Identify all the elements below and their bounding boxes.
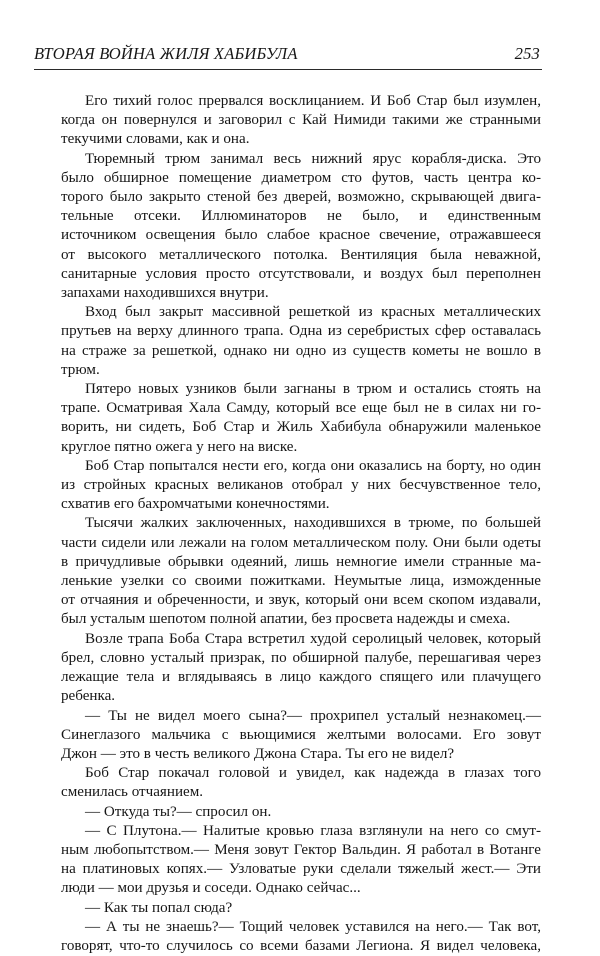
paragraph <box>61 764 541 802</box>
text-line: ленькие узелки со своими пожитками. Неумытые лица, изможденные <box>61 573 541 590</box>
text-line: торого было закрыто стеной без дверей, возможно, скрывающей двига- <box>61 189 541 206</box>
body-text <box>61 92 541 956</box>
text-line: когда он повернулся и заговорил с Кай Нимиди такими же странными <box>61 112 541 129</box>
text-line: Синеглазого мальчика с вьющимися желтыми волосами. Его зовут <box>61 726 541 743</box>
paragraph <box>61 918 541 956</box>
paragraph <box>61 150 541 304</box>
text-line: люди — мои друзья и соседи. Однако сейчас... <box>61 880 361 897</box>
text-line: — Откуда ты?— спросил он. <box>85 803 272 820</box>
paragraph <box>61 899 541 918</box>
paragraph <box>61 303 541 380</box>
text-line: Возле трапа Боба Стара встретил худой серолицый человек, который <box>85 630 541 647</box>
text-line: — С Плутона.— Налитые кровью глаза взглянули на него со смут- <box>85 822 541 839</box>
text-line: на платиновых копях.— Узловатые руки сделали тяжелый жест.— Эти <box>61 861 541 878</box>
paragraph <box>61 707 541 765</box>
text-line: Тюремный трюм занимал весь нижний ярус корабля-диска. Это <box>85 150 541 167</box>
paragraph <box>61 92 541 150</box>
text-line: схватив его бахромчатыми конечностями. <box>61 496 330 513</box>
text-line: тельные отсеки. Иллюминаторов не было, и единственным <box>61 208 541 225</box>
text-line: части сидели или лежали на голом металлическом полу. Они были одеты <box>61 534 541 551</box>
text-line: — А ты не знаешь?— Тощий человек уставился на него.— Так вот, <box>85 918 541 935</box>
paragraph <box>61 380 541 457</box>
text-line: был усталым шепотом полной апатии, без просвета надежды и смеха. <box>61 611 511 628</box>
text-line: — Как ты попал сюда? <box>85 899 233 916</box>
text-line: Боб Стар попытался нести его, когда они оказались на борту, но один <box>85 457 541 474</box>
text-line: брел, словно усталый призрак, по обширной палубе, перешагивая через <box>61 649 541 666</box>
text-line: Тысячи жалких заключенных, находившихся в трюме, по большей <box>85 515 541 532</box>
text-line: на страже за решеткой, однако ни одно из существ кометы не вошло в <box>61 342 541 359</box>
text-line: — Ты не видел моего сына?— прохрипел усталый незнакомец.— <box>85 707 541 724</box>
text-line: ворить, ни сидеть, Боб Стар и Жиль Хабибула обнаружили маленькое <box>61 419 541 436</box>
text-line: санитарные условия просто отсутствовали, и воздух был переполнен <box>61 265 541 282</box>
text-line: сменилась отчаянием. <box>61 784 204 801</box>
text-line: Пятеро новых узников были загнаны в трюм и остались стоять на <box>85 381 541 398</box>
text-line: лежащие тела и вглядываясь в лицо каждого спящего или плачущего <box>61 669 541 686</box>
text-line: в причудливые обрывки одеяний, лишь немногие имели странные ма- <box>61 553 541 570</box>
page-number: 253 <box>514 44 540 63</box>
text-line: говорят, что-то случилось со всеми базами Легиона. Я видел человека, <box>61 937 541 954</box>
text-line: текучими словами, как и она. <box>61 131 250 148</box>
text-line: Вход был закрыт массивной решеткой из красных металлических <box>85 304 541 321</box>
text-line: трапе. Осматривая Хала Самду, который все еще был не в силах ни го- <box>61 400 541 417</box>
paragraph <box>61 822 541 899</box>
text-line: источником освещения было слабое красное свечение, отражавшееся <box>61 227 541 244</box>
text-line: запахами находившихся внутри. <box>61 285 269 302</box>
text-line: из стройных красных великанов отобрал у них бесчувственное тело, <box>61 477 541 494</box>
paragraph <box>61 514 541 629</box>
text-line: Его тихий голос прервался восклицанием. И Боб Стар был изумлен, <box>85 93 541 109</box>
paragraph <box>61 803 541 822</box>
text-line: от отчаяния и обреченности, и звук, который они всем скопом издавали, <box>61 592 541 609</box>
text-line: круглое пятно ожега у него на виске. <box>61 438 298 455</box>
header-rule <box>34 69 542 70</box>
running-head <box>34 44 542 68</box>
text-line: от высокого металлического потолка. Вентиляция была неважной, <box>61 246 541 263</box>
running-head-title: ВТОРАЯ ВОЙНА ЖИЛЯ ХАБИБУЛА <box>34 44 298 63</box>
text-line: Боб Стар покачал головой и увидел, как надежда в глазах того <box>85 765 541 782</box>
paragraph <box>61 630 541 707</box>
text-line: ным любопытством.— Меня зовут Гектор Вальдин. Я работал в Вотанге <box>61 841 541 858</box>
paragraph <box>61 457 541 515</box>
text-line: прутьев на верху длинного трапа. Одна из серебристых сфер оставалась <box>61 323 541 340</box>
text-line: Джон — это в честь великого Джона Стара. Ты его не видел? <box>61 745 455 762</box>
text-line: было обширное помещение диаметром сто футов, часть центра ко- <box>61 169 541 186</box>
text-line: трюм. <box>61 361 100 378</box>
text-line: ребенка. <box>61 688 116 705</box>
